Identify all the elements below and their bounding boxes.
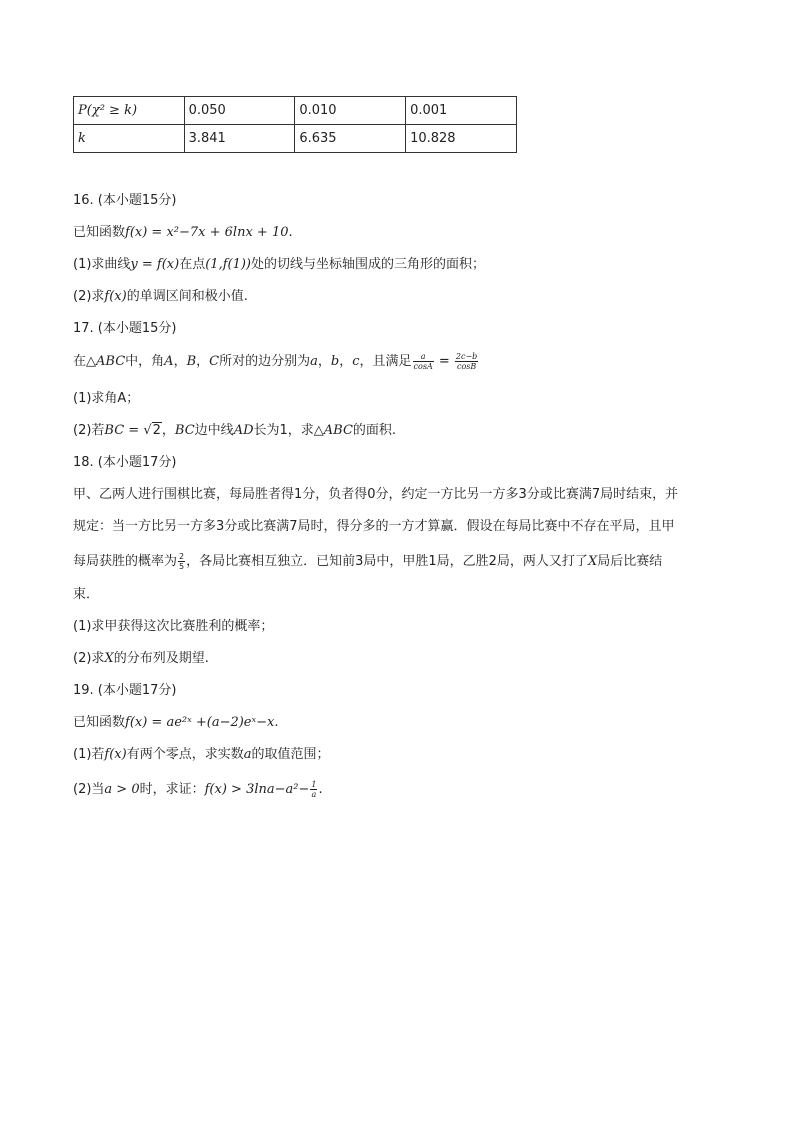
q17-fraction-2-denominator: cosB bbox=[456, 362, 477, 371]
q17-header: 17. (本小题15分) bbox=[73, 321, 177, 336]
q18-line3-b: ，各局比赛相互独立．已知前3局中，甲胜1局，乙胜2局，两人又打了 bbox=[186, 554, 588, 569]
q17-p2-bc2: BC bbox=[174, 423, 195, 438]
q16-p1-text-c: 处的切线与坐标轴围成的三角形的面积； bbox=[251, 257, 486, 272]
q18-part2 bbox=[73, 650, 209, 668]
table-row bbox=[74, 125, 517, 153]
q17-stem-a: 在 bbox=[73, 354, 87, 369]
q19-p2-text-b: 时，求证： bbox=[139, 782, 205, 797]
q17-side-b: b bbox=[330, 354, 340, 369]
q16-part1 bbox=[73, 256, 485, 274]
q19-p1-func: f(x) bbox=[104, 747, 127, 762]
q17-side-a: a bbox=[310, 354, 318, 369]
q18-line3-a: 每局获胜的概率为 bbox=[73, 554, 178, 569]
q16-p2-func: f(x) bbox=[104, 289, 127, 304]
q17-angle-c: C bbox=[209, 354, 220, 369]
q17-stem-b: 中，角 bbox=[125, 354, 165, 369]
q19-fraction-denominator: a bbox=[311, 790, 317, 799]
q17-p2-text-d: 长为1，求 bbox=[253, 423, 314, 438]
q19-part2 bbox=[73, 780, 323, 799]
q19-p2-end: . bbox=[318, 782, 323, 797]
q19-p1-text-c: 的取值范围； bbox=[251, 747, 330, 762]
q16-p1-curve: y = f(x) bbox=[130, 257, 180, 272]
q18-probability-fraction bbox=[178, 552, 185, 571]
q16-header: 16. (本小题15分) bbox=[73, 193, 177, 208]
q17-p2-text-c: 边中线 bbox=[194, 423, 234, 438]
q18-p2-text-b: 的分布列及期望. bbox=[113, 651, 209, 666]
q16-p2-text-b: 的单调区间和极小值. bbox=[126, 289, 248, 304]
q17-p2-text-b: ， bbox=[161, 423, 175, 438]
q18-line-3 bbox=[73, 552, 662, 571]
q17-angle-b: B bbox=[186, 354, 197, 369]
table-cell: 6.635 bbox=[295, 125, 406, 153]
q19-function: f(x) = ae²ˣ +(a−2)eˣ−x. bbox=[125, 715, 279, 730]
q17-p2-ad: AD bbox=[233, 423, 254, 438]
chi-square-critical-value-table bbox=[73, 96, 517, 153]
q17-p2-sqrt: 2 bbox=[152, 423, 161, 438]
q18-line-2: 规定：当一方比另一方多3分或比赛满7局时，得分多的一方才算赢．假设在每局比赛中不存在平局，且甲 bbox=[73, 519, 675, 534]
q17-stem-c: 所对的边分别为 bbox=[219, 354, 311, 369]
q18-header: 18. (本小题17分) bbox=[73, 455, 177, 470]
q19-p1-a: a bbox=[243, 747, 252, 762]
q18-line-4: 束． bbox=[73, 587, 100, 602]
q19-p2-text-a: (2)当 bbox=[73, 782, 105, 797]
q17-p2-text-e: 的面积. bbox=[352, 423, 397, 438]
table-cell: 3.841 bbox=[184, 125, 295, 153]
q18-p2-text-a: (2)求 bbox=[73, 651, 105, 666]
q17-fraction-2 bbox=[455, 352, 478, 371]
q17-side-c: c bbox=[352, 354, 360, 369]
q18-line3-c: 局后比赛结 bbox=[597, 554, 663, 569]
q17-fraction-2-numerator: 2c−b bbox=[455, 352, 478, 361]
q17-fraction-1-numerator: a bbox=[413, 352, 434, 362]
q17-triangle: △ABC bbox=[86, 354, 126, 369]
q19-fraction-numerator: 1 bbox=[311, 780, 317, 789]
q19-p1-text-a: (1)若 bbox=[73, 747, 105, 762]
q16-p1-point: (1,f(1)) bbox=[205, 257, 252, 272]
q19-p1-text-b: 有两个零点，求实数 bbox=[126, 747, 244, 762]
q17-stem: 在△ABC中，角A，B，C所对的边分别为a，b，c，且满足 $\frac{a}{\cos A}$ = $\frac{2c-b}{\cos B}$ bbox=[73, 352, 478, 371]
q19-part1 bbox=[73, 746, 330, 764]
table-cell: 0.050 bbox=[184, 97, 295, 125]
q19-stem-prefix: 已知函数 bbox=[73, 715, 126, 730]
q17-angle-a: A bbox=[164, 354, 174, 369]
q17-part1: (1)求角A； bbox=[73, 391, 140, 406]
q16-part2 bbox=[73, 288, 248, 306]
q18-p2-x: X bbox=[104, 651, 114, 666]
q17-p2-bc: BC = bbox=[104, 423, 144, 438]
table-cell: k bbox=[74, 125, 185, 153]
q17-p2-triangle: △ABC bbox=[313, 423, 353, 438]
table-cell: P(χ² ≥ k) bbox=[74, 97, 185, 125]
q16-p1-text-b: 在点 bbox=[179, 257, 206, 272]
q16-function: f(x) = x²−7x + 6lnx + 10. bbox=[125, 225, 293, 240]
q18-fraction-denominator: 5 bbox=[179, 562, 185, 571]
q19-p2-fraction bbox=[310, 780, 317, 799]
q18-line-1: 甲、乙两人进行围棋比赛，每局胜者得1分，负者得0分，约定一方比另一方多3分或比赛满7局时结束，并 bbox=[73, 487, 679, 502]
table-row bbox=[74, 97, 517, 125]
q19-header: 19. (本小题17分) bbox=[73, 683, 177, 698]
q17-fraction-1-denominator: cosA bbox=[413, 362, 433, 371]
q19-stem bbox=[73, 714, 278, 732]
q18-variable-x: X bbox=[587, 554, 598, 569]
q18-part1: (1)求甲获得这次比赛胜利的概率； bbox=[73, 619, 274, 634]
table-cell: 0.001 bbox=[406, 97, 517, 125]
q18-fraction-numerator: 2 bbox=[179, 552, 185, 561]
q17-p2-text-a: (2)若 bbox=[73, 423, 105, 438]
q16-p2-text-a: (2)求 bbox=[73, 289, 105, 304]
q16-p1-text-a: (1)求曲线 bbox=[73, 257, 131, 272]
q17-stem-d: ，且满足 bbox=[359, 354, 412, 369]
q19-p2-inequality: f(x) > 3lna−a²− bbox=[204, 782, 310, 797]
q16-stem bbox=[73, 224, 293, 242]
q17-fraction-1 bbox=[413, 352, 434, 371]
q19-p2-condition: a > 0 bbox=[104, 782, 140, 797]
table-cell: 0.010 bbox=[295, 97, 406, 125]
table-cell: 10.828 bbox=[406, 125, 517, 153]
q17-part2: (2)若BC = √2，BC边中线AD长为1，求△ABC的面积. bbox=[73, 423, 397, 438]
q16-stem-prefix: 已知函数 bbox=[73, 225, 126, 240]
